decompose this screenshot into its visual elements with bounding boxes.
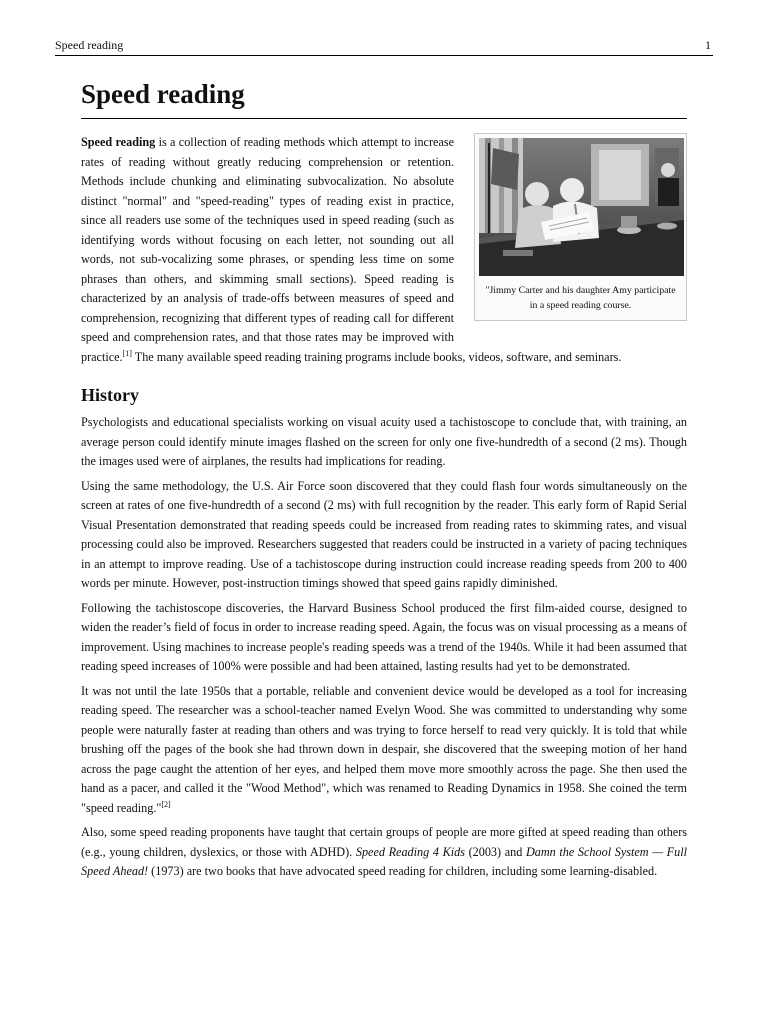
section-heading-history: History — [81, 385, 139, 405]
book-title: Speed Reading 4 Kids — [355, 844, 465, 859]
figure — [474, 133, 687, 321]
intro-section — [81, 133, 687, 367]
history-paragraph: Psychologists and educational specialists working on visual acuity used a tachistoscope to conclude that, with training, an average person could identify minute images flashed on the screen for only one five-hundredth of a second (2 ms). Though the images used were of airplanes, the results had implications for reading. — [81, 415, 687, 468]
history-paragraph — [81, 823, 687, 882]
history-text: Also, some speed reading proponents have taught that certain groups of people are more gifted at speed reading than others (e.g., young children, dyslexics, or those with ADHD). — [81, 825, 687, 859]
figure-caption: "Jimmy Carter and his daughter Amy participate in a speed reading course. — [485, 285, 676, 311]
photo — [479, 138, 684, 276]
page-number: 1 — [705, 38, 711, 52]
history-text: It was not until the late 1950s that a portable, reliable and convenient device would be developed as a tool for increasing reading speed. The researcher was a school-teacher named Evelyn Wood. She was committed to understanding why some people were naturally faster at reading than others and was trying to force herself to read very quickly. It is told that while brushing off the pages of the book she had thrown down in despair, she discovered that the sweeping motion of her hand across the page caught the attention of her eyes, and helped them move more smoothly across the page. She then used the hand as a pacer, and called it the "Wood Method", which was renamed to Reading Dynamics in 1958. She coined the term "speed reading." — [81, 683, 687, 815]
intro-text: is a collection of reading methods which attempt to increase rates of reading without greatly reducing comprehension or retention. Methods include chunking and eliminating subvocalization. No absolute distinct "normal" and "speed-reading" types of reading exist in practice, since all readers use some of the techniques used in speed reading (such as identifying words without focusing on each letter, not sounding out all words, not sub-vocalizing some phrases, or spending less time on some phrases than others, and skimming small sections). Speed reading is characterized by an analysis of trade-offs between measures of speed and comprehension, recognizing that different types of reading call for different speed and comprehension rates, and that those rates may be improved with practice. — [81, 135, 454, 364]
history-text: (1973) are two books that have advocated speed reading for children, including some learning-disabled. — [148, 864, 658, 878]
photo-image — [479, 138, 684, 276]
citation-link[interactable]: [2] — [161, 799, 171, 809]
history-text: (2003) and — [464, 844, 526, 859]
book-title: Damn the School System — Full Speed Ahead! — [81, 844, 687, 878]
page-title: Speed reading — [81, 74, 687, 119]
article-body — [81, 74, 687, 887]
intro-text-end: The many available speed reading training programs include books, videos, software, and seminars. — [131, 349, 622, 364]
history-paragraph — [81, 682, 687, 819]
running-title: Speed reading — [55, 38, 124, 52]
citation-link[interactable]: [1] — [122, 348, 132, 358]
history-paragraph: Following the tachistoscope discoveries, the Harvard Business School produced the first film-aided course, designed to widen the reader’s field of focus in order to increase reading speed. Again, the focus was on visual processing as a means of improvement. Using machines to increase people's reading speeds was a trend of the 1940s. While it had been assumed that reading speed increases of 100% were possible and had been attained, lasting results had yet to be demonstrated. — [81, 600, 687, 673]
lead-term: Speed reading — [81, 135, 156, 149]
running-header — [55, 38, 713, 56]
history-paragraph: Using the same methodology, the U.S. Air Force soon discovered that they could flash four words simultaneously on the screen at rates of one five-hundredth of a second (2 ms) with full recognition by the reader. This early form of Rapid Serial Visual Presentation demonstrated that reading speeds could be increased from reading rates to skimming rates, and visual processing could also be improved. Researchers suggested that readers could be instructed in a variety of pacing techniques in an attempt to improve reading. Use of a tachistoscope during instruction could increase reading speeds from 200 to 400 words per minute. However, post-instruction timings showed that speed gains rapidly diminished. — [81, 478, 687, 590]
